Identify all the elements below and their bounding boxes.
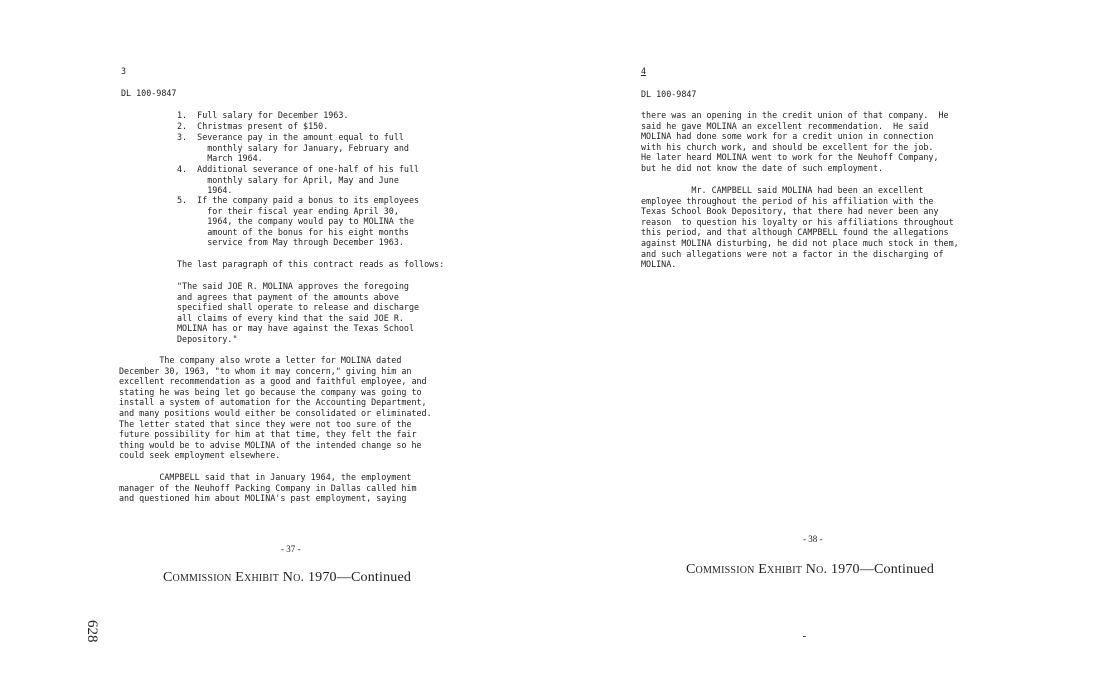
caption-prefix: Commission Exhibit No. [686,562,828,577]
file-number: DL 100-9847 [121,88,177,98]
list-item: 2. Christmas present of $150. [177,121,329,131]
page-number: - 37 - [281,544,301,554]
list-item: 3. Severance pay in the amount equal to full monthly salary for January, February and March 1964. [177,132,409,164]
body-paragraph: Mr. CAMPBELL said MOLINA had been an excellent employee throughout the period of his affiliation with the Texas School Book Depository, that there had never been any reason to question his loyalty or his affiliations throughout this period, and that although CAMPBELL found the allegations against MOLINA disturbing, he did not place much stock in them, and such allegations were not a factor in the discharging of MOLINA. [641,185,959,270]
body-paragraph: there was an opening in the credit union of that company. He said he gave MOLINA an excellent recommendation. He said MOLINA had done some work for a credit union in connection with his church work, and should be excellent for the job. He later heard MOLINA went to work for the Neuhoff Company, but he did not know the date of such employment. [641,110,949,173]
list-item: 1. Full salary for December 1963. [177,110,349,120]
exhibit-caption [686,562,934,578]
volume-page-number: 628 [84,620,100,643]
body-paragraph: CAMPBELL said that in January 1964, the employment manager of the Neuhoff Packing Company in Dallas called him and questioned him about MOLINA's past employment, saying [119,472,417,504]
scan-speck [803,636,806,637]
page-marker: 3 [121,66,127,76]
body-paragraph: The company also wrote a letter for MOLINA dated December 30, 1963, "to whom it may concern," giving him an excellent recommendation as a good and faithful employee, and stating he was being let go because the company was going to install a system of automation for the Accounting Department, and many positions would either be consolidated or eliminated. The letter stated that since they were not too sure of the future possibility for him at that time, they felt the fair thing would be to advise MOLINA of the intended change so he could seek employment elsewhere. [119,355,432,461]
caption-suffix: 1970—Continued [307,570,412,585]
page-marker: 4 [641,66,647,76]
page-number: - 38 - [803,534,823,544]
exhibit-caption [163,570,411,586]
caption-suffix: 1970—Continued [830,562,935,577]
list-item: 4. Additional severance of one-half of his full monthly salary for April, May and June 1964. [177,164,420,196]
list-item: 5. If the company paid a bonus to its employees for their fiscal year ending April 30, 1964, the company would pay to MOLINA the amount of the bonus for his eight months service from May through December 1963. [177,195,420,248]
contract-quote: "The said JOE R. MOLINA approves the foregoing and agrees that payment of the amounts above specified shall operate to release and discharge all claims of every kind that the said JOE R. MOLINA has or may have against the Texas School Depository." [177,281,420,344]
file-number: DL 100-9847 [641,89,697,99]
quote-intro: The last paragraph of this contract reads as follows: [177,259,445,269]
caption-prefix: Commission Exhibit No. [163,570,305,585]
